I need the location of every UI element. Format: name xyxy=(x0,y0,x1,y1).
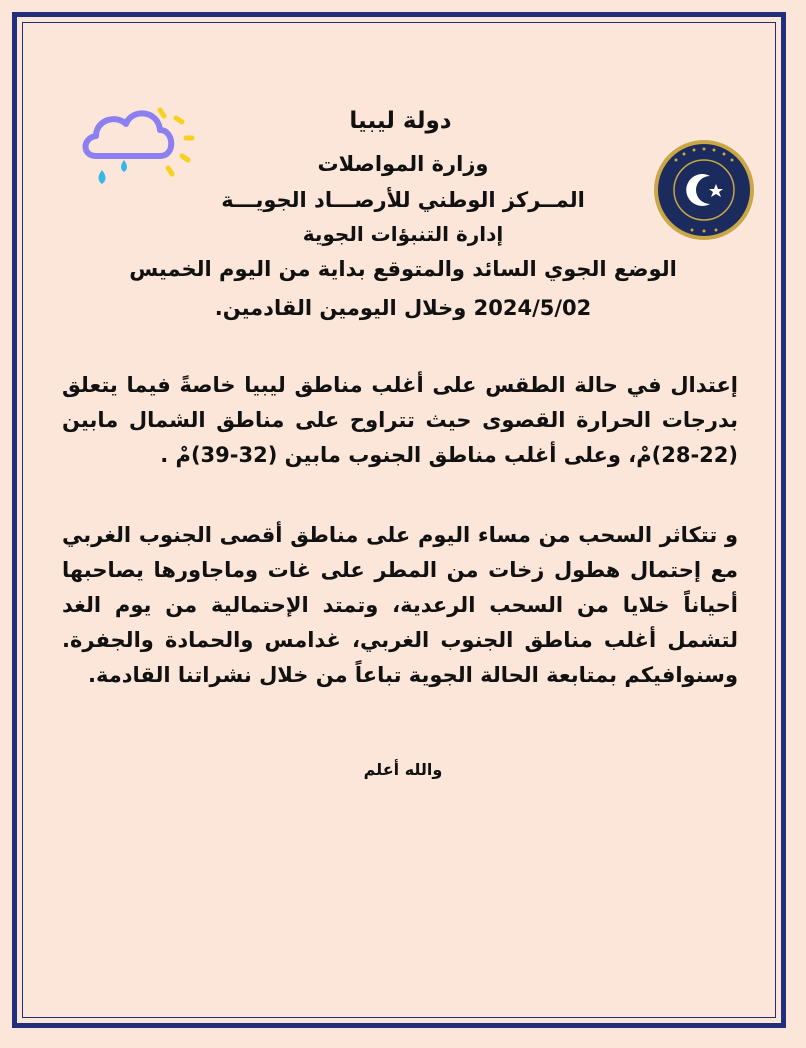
weather-paragraph-temperatures: إعتدال في حالة الطقس على أغلب مناطق ليبيا خاصةً فيما يتعلق بدرجات الحرارة القصوى حيث تتراوح على مناطق الشمال مابين (22-28)مْ، وعلى أغلب مناطق الجنوب مابين (32-39)مْ . xyxy=(62,373,738,467)
ministry-name: وزارة المواصلات xyxy=(317,152,489,176)
department-name: إدارة التنبؤات الجوية xyxy=(302,222,504,246)
closing-phrase: والله أعلم xyxy=(363,760,443,779)
bulletin-title: الوضع الجوي السائد والمتوقع بداية من اليوم الخميس xyxy=(129,257,677,281)
weather-paragraph-clouds: و تتكاثر السحب من مساء اليوم على مناطق أقصى الجنوب الغربي مع إحتمال هطول زخات من المطر على غات وماجاورها يصاحبها أحياناً خلايا من السحب الرعدية، وتمتد الإحتمالية من يوم الغد لتشمل أغلب مناطق الجنوب الغربي، غدامس والحمادة والجفرة. وسنوافيكم بمتابعة الحالة الجوية تباعاً من خلال نشراتنا القادمة. xyxy=(62,523,738,687)
center-name: المــركز الوطني للأرصـــاد الجويـــة xyxy=(221,188,585,212)
bulletin-date: 2024/5/02 وخلال اليومين القادمين. xyxy=(214,296,592,320)
libya-meteorological-center-logo xyxy=(652,138,756,242)
country-name: دولة ليبيا xyxy=(349,108,452,134)
